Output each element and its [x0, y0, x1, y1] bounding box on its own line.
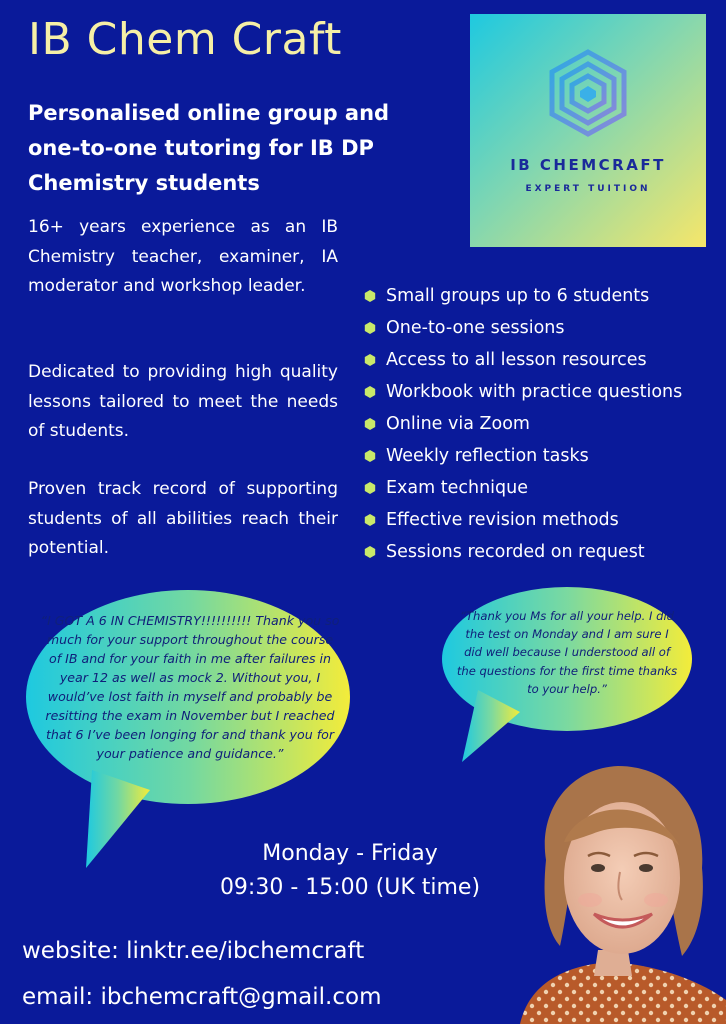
website-link[interactable]: website: linktr.ee/ibchemcraft: [22, 938, 365, 964]
subtitle: Personalised online group and one-to-one tutoring for IB DP Chemistry students: [28, 101, 390, 195]
list-item: Exam technique: [364, 474, 682, 506]
tutor-portrait: [500, 750, 726, 1024]
logo-tagline: EXPERT TUITION: [525, 184, 651, 194]
list-item: Online via Zoom: [364, 410, 682, 442]
list-item: One-to-one sessions: [364, 314, 682, 346]
list-item: Workbook with practice questions: [364, 378, 682, 410]
list-item: Sessions recorded on request: [364, 538, 682, 570]
testimonial-quote-1: “I GOT A 6 IN CHEMISTRY!!!!!!!!!! Thank you so much for your support throughout the course of IB and for your faith in me after failures in year 12 as well as mock 2. Without you, I would’ve lost faith in myself and probably be resitting the exam in November but I reached that 6 I’ve been longing for and thank you for your patience and guidance.”: [40, 613, 340, 761]
intro-paragraph-dedication: Dedicated to providing high quality lessons tailored to meet the needs of students.: [28, 362, 338, 441]
intro-paragraph-track-record: Proven track record of supporting students of all abilities reach their potential.: [28, 479, 338, 558]
hours-days: Monday - Friday: [262, 841, 438, 866]
list-item: Access to all lesson resources: [364, 346, 682, 378]
list-item: Small groups up to 6 students: [364, 282, 682, 314]
intro-paragraph-experience: 16+ years experience as an IB Chemistry teacher, examiner, IA moderator and workshop leader.: [28, 217, 338, 296]
list-item: Effective revision methods: [364, 506, 682, 538]
email-link[interactable]: email: ibchemcraft@gmail.com: [22, 984, 382, 1010]
hours-time: 09:30 - 15:00 (UK time): [219, 875, 481, 900]
page-title: IB Chem Craft: [28, 14, 342, 65]
logo-name: IB CHEMCRAFT: [510, 156, 666, 174]
testimonial-quote-2: “Thank you Ms for all your help. I did the test on Monday and I am sure I did well because I understood all of the questions for the first time thanks to your help.”: [456, 609, 678, 696]
list-item: Weekly reflection tasks: [364, 442, 682, 474]
